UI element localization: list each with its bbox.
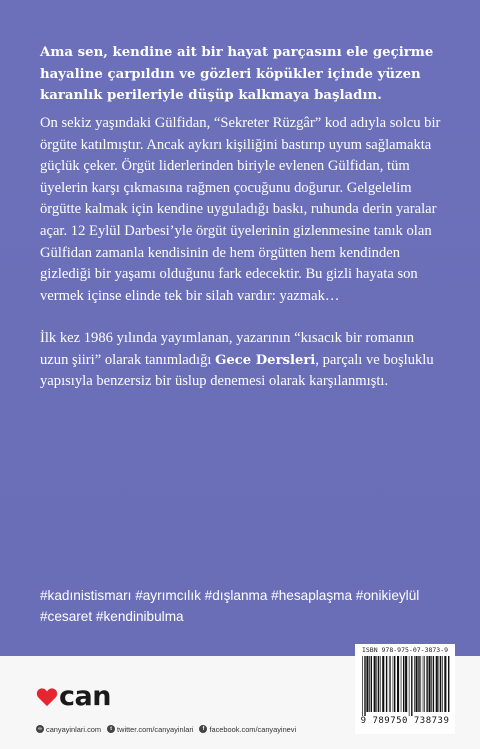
barcode-bar xyxy=(397,656,399,712)
facebook-link[interactable] xyxy=(199,725,296,734)
barcode-bar xyxy=(380,656,381,712)
barcode-bar xyxy=(393,656,394,712)
barcode-bar xyxy=(429,656,431,712)
twitter-link[interactable] xyxy=(107,725,193,734)
barcode-bar xyxy=(369,656,370,712)
isbn-label: ISBN 978-975-07-3873-9 xyxy=(361,646,449,654)
barcode-bar xyxy=(390,656,391,712)
website-link[interactable] xyxy=(36,725,101,734)
barcode-bar xyxy=(439,656,440,712)
barcode-bar xyxy=(386,656,387,712)
logo-text: can xyxy=(59,681,111,712)
barcode-bar xyxy=(394,656,395,712)
barcode-bar xyxy=(416,656,418,712)
barcode-bar xyxy=(448,656,449,712)
barcode-bar xyxy=(403,656,404,712)
barcode-bar xyxy=(362,656,363,716)
twitter-text: twitter.com/canyayinlari xyxy=(117,724,194,734)
facebook-text: facebook.com/canyayinevi xyxy=(209,724,297,734)
barcode-bar xyxy=(433,656,434,712)
book-title: Gece Dersleri xyxy=(215,352,316,368)
barcode-bar xyxy=(426,656,427,712)
hashtags: #kadınistismarı #ayrımcılık #dışlanma #hesaplaşma #onikieylül #cesaret #kendinibulma xyxy=(40,588,420,624)
barcode-digits: 9 789750 738739 xyxy=(360,716,450,726)
website-text: canyayinlari.com xyxy=(46,724,102,734)
heart-icon xyxy=(36,687,58,707)
publication-text-before: İlk kez 1986 yılında yayımlanan, yazarının “kısacık bir romanın uzun şiiri” olarak tanımladığı xyxy=(40,330,415,368)
barcode-bar xyxy=(424,656,425,712)
barcode-bar xyxy=(409,656,410,716)
barcode-bar xyxy=(420,656,421,712)
barcode-bar xyxy=(371,656,372,712)
barcode-bar xyxy=(411,656,412,716)
barcode-bar xyxy=(378,656,379,712)
barcode-bar xyxy=(418,656,419,712)
barcode-bar xyxy=(376,656,377,712)
barcode-bar xyxy=(423,656,424,712)
barcode-area xyxy=(355,644,455,734)
barcode-bars xyxy=(360,656,450,716)
barcode-bar xyxy=(444,656,446,712)
intro-quote: Ama sen, kendine ait bir hayat parçasını ele geçirme hayaline çarpıldın ve gözleri köpükler içinde yüzen karanlık perileriyle düşüp kalkmaya başladın. xyxy=(40,45,434,103)
barcode-bar xyxy=(414,656,415,712)
publication-text-after: , parçalı ve boşluklu yapısıyla benzersiz bir üslup denemesi olarak karşılanmıştı. xyxy=(40,351,434,390)
barcode-bar xyxy=(440,656,441,712)
barcode-bar xyxy=(442,656,443,712)
barcode-bar xyxy=(374,656,376,712)
twitter-icon: t xyxy=(107,725,115,733)
barcode-bar xyxy=(364,656,365,716)
synopsis-paragraph: On sekiz yaşındaki Gülfidan, “Sekreter Rüzgâr” kod adıyla solcu bir örgüte katılmıştır. Ancak aykırı kişiliğini bastırıp uyum sağlamakta güçlük çeker. Örgüt liderlerinden biriyle evlenen Gülfidan, tüm üyelerin karşı çıkmasına rağmen çocuğunu doğurur. Gelgelelim örgütte kalmak için kendine uyguladığı baskı, ruhunda derin yaralar açar. 12 Eylül Darbesi’yle örgüt üyelerinin gizlenmesine tanık olan Gülfidan zamanla kendisinin de hem örgütten hem kendinden gizlediği bir yaşamı olduğunu fark edecektir. Bu gizli hayata son vermek içinse elinde tek bir silah vardır: yazmak… xyxy=(40,115,441,304)
barcode-bar xyxy=(382,656,384,712)
barcode-bar xyxy=(436,656,438,712)
publication-paragraph xyxy=(40,328,445,393)
barcode-bar xyxy=(405,656,407,712)
facebook-icon: f xyxy=(199,725,207,733)
barcode-bar xyxy=(401,656,402,712)
barcode-bar xyxy=(366,656,368,712)
publisher-logo xyxy=(36,682,111,712)
link-icon: ∞ xyxy=(36,725,44,733)
social-links xyxy=(36,722,302,736)
barcode-bar xyxy=(389,656,390,712)
barcode-bar xyxy=(431,656,432,712)
